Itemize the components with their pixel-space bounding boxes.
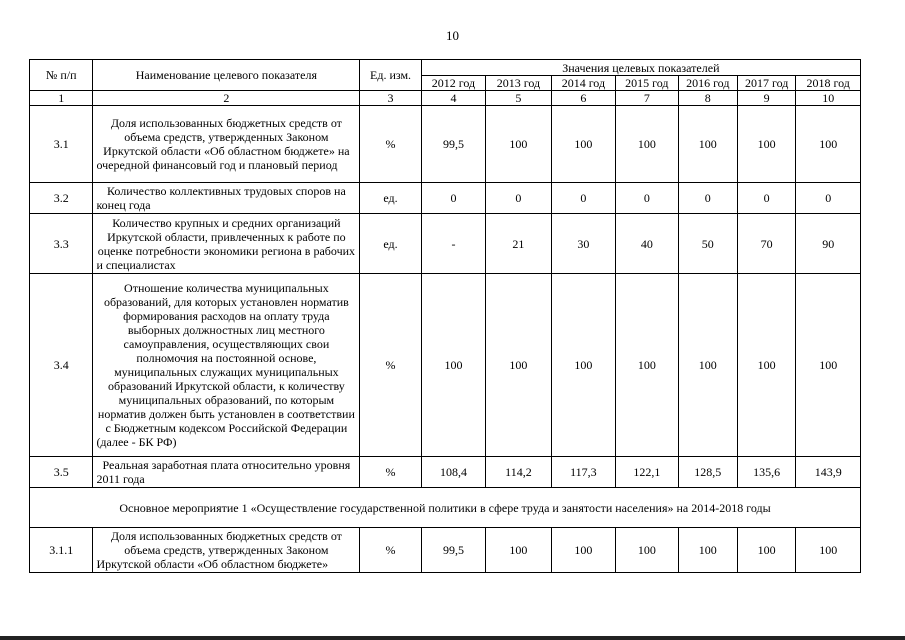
header-num: № п/п: [30, 60, 93, 91]
value-cell: 99,5: [421, 106, 485, 183]
column-number: 2: [93, 91, 360, 106]
value-cell: 100: [486, 274, 551, 457]
column-number: 7: [616, 91, 678, 106]
header-year: 2013 год: [486, 76, 551, 91]
target-indicators-table: [29, 59, 861, 573]
value-cell: 114,2: [486, 457, 551, 488]
value-cell: 100: [678, 274, 737, 457]
table-row: [30, 457, 861, 488]
value-cell: 100: [737, 528, 795, 573]
unit-cell: %: [360, 274, 421, 457]
value-cell: 128,5: [678, 457, 737, 488]
value-cell: 100: [678, 106, 737, 183]
page-bottom-edge: [0, 636, 905, 640]
value-cell: 100: [551, 274, 615, 457]
header-name: Наименование целевого показателя: [93, 60, 360, 91]
table-row: [30, 183, 861, 214]
value-cell: 99,5: [421, 528, 485, 573]
value-cell: 100: [678, 528, 737, 573]
header-year: 2016 год: [678, 76, 737, 91]
value-cell: 30: [551, 214, 615, 274]
indicator-name: Доля использованных бюджетных средств от объема средств, утвержденных Законом Иркутской области «Об областном бюджете»: [93, 528, 360, 573]
value-cell: 0: [551, 183, 615, 214]
value-cell: 0: [678, 183, 737, 214]
column-number: 3: [360, 91, 421, 106]
unit-cell: %: [360, 457, 421, 488]
column-number: 6: [551, 91, 615, 106]
indicator-name: Количество коллективных трудовых споров на конец года: [93, 183, 360, 214]
row-number: 3.4: [30, 274, 93, 457]
row-number: 3.1: [30, 106, 93, 183]
page-number: 10: [446, 28, 459, 43]
row-number: 3.1.1: [30, 528, 93, 573]
column-number: 8: [678, 91, 737, 106]
column-number: 10: [796, 91, 861, 106]
value-cell: 100: [737, 274, 795, 457]
unit-cell: %: [360, 106, 421, 183]
value-cell: 100: [616, 106, 678, 183]
unit-cell: %: [360, 528, 421, 573]
section-heading: Основное мероприятие 1 «Осуществление государственной политики в сфере труда и занятости населения» на 2014-2018 годы: [30, 488, 861, 528]
value-cell: 50: [678, 214, 737, 274]
value-cell: 100: [616, 528, 678, 573]
value-cell: 100: [486, 528, 551, 573]
value-cell: 0: [737, 183, 795, 214]
header-unit: Ед. изм.: [360, 60, 421, 91]
value-cell: 108,4: [421, 457, 485, 488]
indicator-name: Доля использованных бюджетных средств от объема средств, утвержденных Законом Иркутской области «Об областном бюджете» на очередной финансовый год и плановый период: [93, 106, 360, 183]
value-cell: 0: [486, 183, 551, 214]
value-cell: 100: [796, 106, 861, 183]
row-number: 3.5: [30, 457, 93, 488]
header-year: 2014 год: [551, 76, 615, 91]
row-number: 3.3: [30, 214, 93, 274]
table-row: [30, 528, 861, 573]
row-number: 3.2: [30, 183, 93, 214]
value-cell: 21: [486, 214, 551, 274]
table-row: [30, 274, 861, 457]
value-cell: 100: [486, 106, 551, 183]
value-cell: 143,9: [796, 457, 861, 488]
indicator-name: Отношение количества муниципальных образований, для которых установлен норматив формирования расходов на оплату труда выборных должностных лиц местного самоуправления, осуществляющих свои полномочия на постоянной основе, муниципальных служащих муниципальных образований Иркутской области, к количеству муниципальных образований, по которым норматив должен быть установлен в соответствии с Бюджетным кодексом Российской Федерации (далее - БК РФ): [93, 274, 360, 457]
value-cell: 0: [421, 183, 485, 214]
header-year: 2018 год: [796, 76, 861, 91]
value-cell: 90: [796, 214, 861, 274]
value-cell: 100: [796, 528, 861, 573]
value-cell: 100: [551, 528, 615, 573]
column-number: 5: [486, 91, 551, 106]
value-cell: 40: [616, 214, 678, 274]
column-number: 9: [737, 91, 795, 106]
indicator-name: Количество крупных и средних организаций Иркутской области, привлеченных к работе по оценке потребности экономики региона в рабочих и специалистах: [93, 214, 360, 274]
section-row: [30, 488, 861, 528]
table-row: [30, 106, 861, 183]
indicator-name: Реальная заработная плата относительно уровня 2011 года: [93, 457, 360, 488]
unit-cell: ед.: [360, 214, 421, 274]
table-row: [30, 214, 861, 274]
value-cell: 100: [737, 106, 795, 183]
value-cell: 135,6: [737, 457, 795, 488]
value-cell: 100: [551, 106, 615, 183]
header-year: 2017 год: [737, 76, 795, 91]
column-number: 1: [30, 91, 93, 106]
value-cell: 100: [796, 274, 861, 457]
header-year: 2012 год: [421, 76, 485, 91]
column-numbers-row: [30, 91, 861, 106]
value-cell: -: [421, 214, 485, 274]
value-cell: 70: [737, 214, 795, 274]
column-number: 4: [421, 91, 485, 106]
value-cell: 122,1: [616, 457, 678, 488]
header-values-group: Значения целевых показателей: [421, 60, 860, 76]
value-cell: 100: [421, 274, 485, 457]
unit-cell: ед.: [360, 183, 421, 214]
value-cell: 0: [796, 183, 861, 214]
value-cell: 0: [616, 183, 678, 214]
header-year: 2015 год: [616, 76, 678, 91]
value-cell: 117,3: [551, 457, 615, 488]
value-cell: 100: [616, 274, 678, 457]
